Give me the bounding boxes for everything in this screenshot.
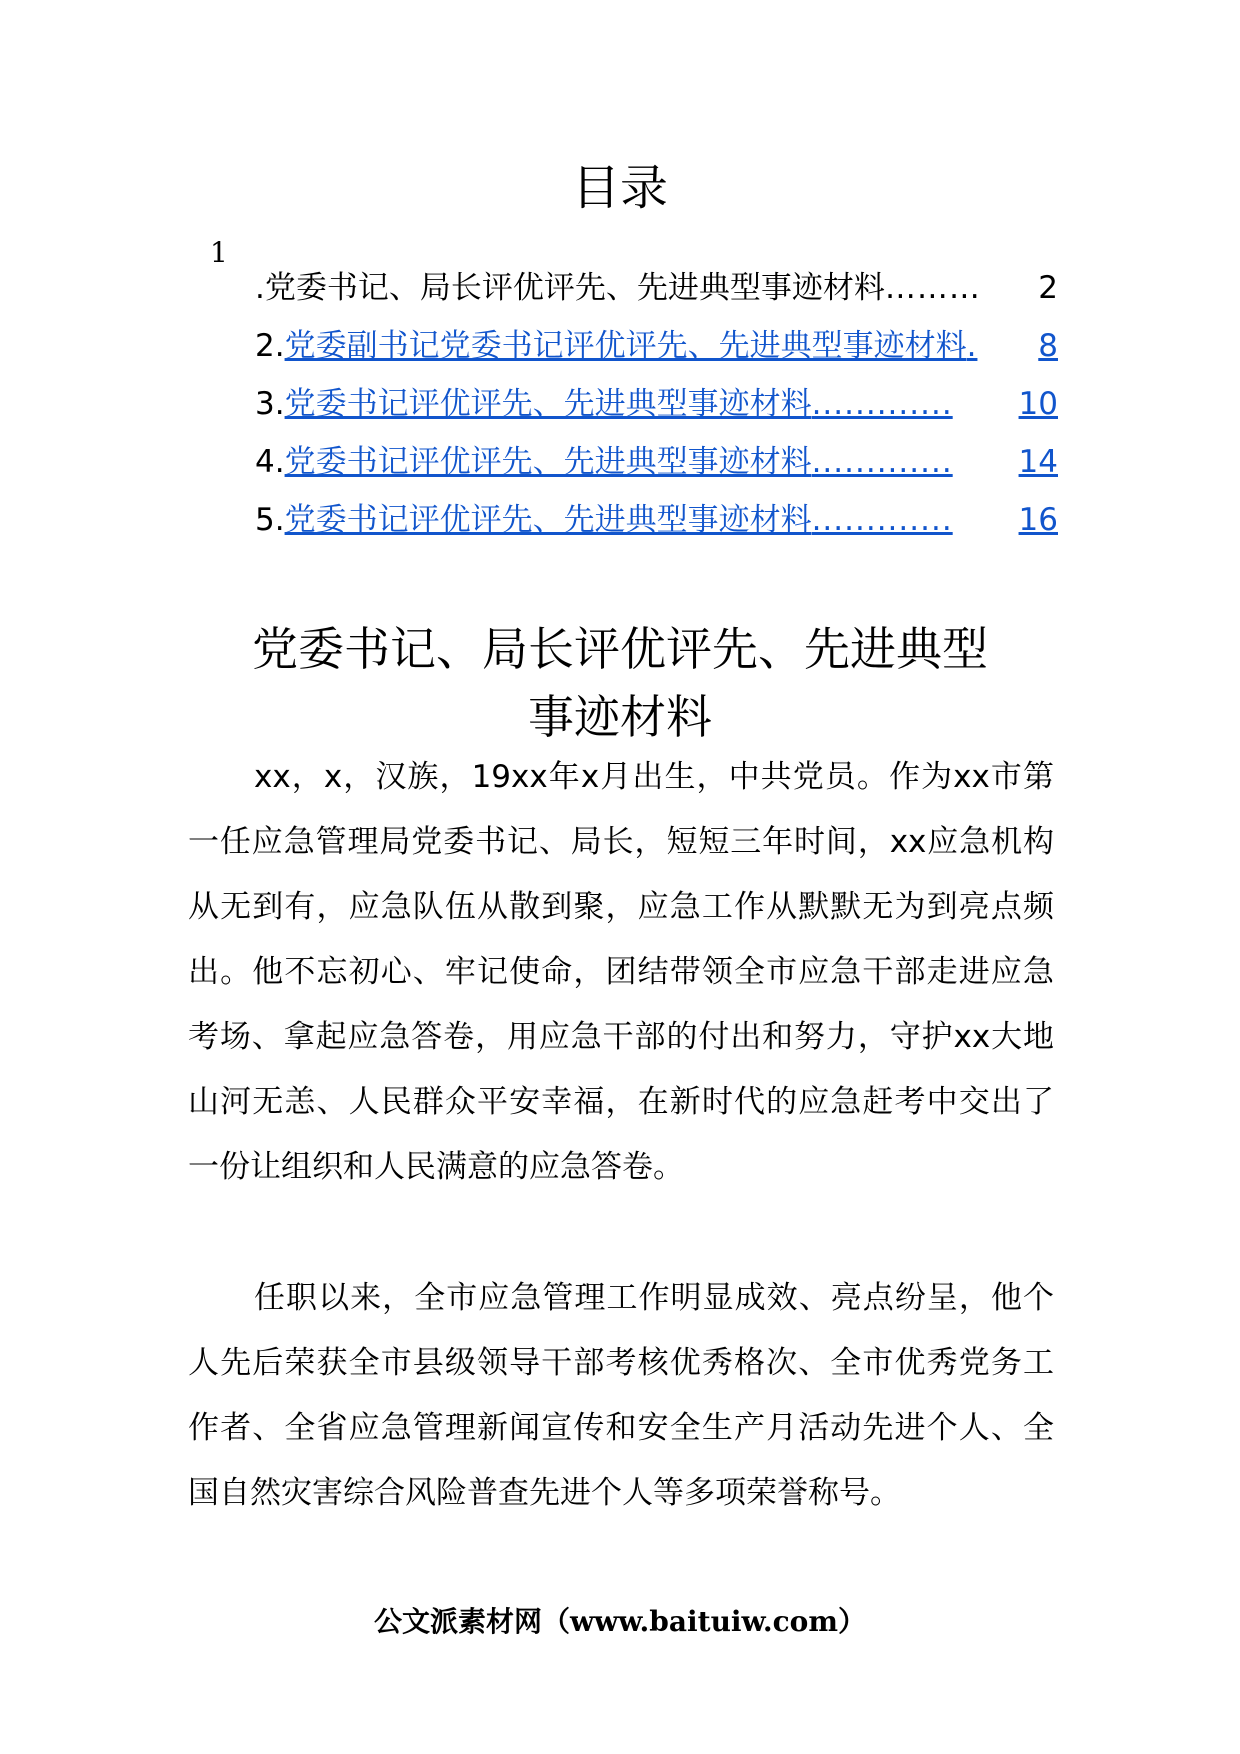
toc-entry-leader[interactable]: ............. bbox=[811, 444, 953, 480]
toc-entry-5[interactable] bbox=[255, 500, 1058, 540]
toc-entry-link[interactable]: 党委书记评优评先、先进典型事迹材料 bbox=[284, 502, 812, 538]
toc-entry-number: . bbox=[255, 270, 265, 306]
toc-entry-leader[interactable]: . bbox=[966, 328, 978, 364]
toc-entry-3[interactable] bbox=[255, 384, 1058, 424]
toc-entry-page[interactable]: 16 bbox=[1018, 502, 1058, 538]
document-title-line-2: 事迹材料 bbox=[528, 690, 712, 744]
toc-entry-page[interactable]: 14 bbox=[1018, 444, 1058, 480]
toc-entry-2[interactable] bbox=[255, 326, 1058, 366]
body-paragraph-1: xx，x，汉族，19xx年x月出生，中共党员。作为xx市第一任应急管理局党委书记、局长，短短三年时间，xx应急机构从无到有，应急队伍从散到聚，应急工作从默默无为到亮点频出。他不忘初心、牢记使命，团结带领全市应急干部走进应急考场、拿起应急答卷，用应急干部的付出和努力，守护xx大地山河无恙、人民群众平安幸福，在新时代的应急赶考中交出了一份让组织和人民满意的应急答卷。 bbox=[188, 759, 1054, 1185]
toc-entry-number: 4. bbox=[255, 444, 285, 480]
toc-entry-leader[interactable]: ............. bbox=[811, 386, 953, 422]
toc-entry-leader[interactable]: ............. bbox=[811, 502, 953, 538]
toc-entry-1 bbox=[255, 268, 1058, 308]
toc-entry-number: 5. bbox=[255, 502, 285, 538]
document-title-line-1: 党委书记、局长评优评先、先进典型 bbox=[252, 622, 988, 676]
toc-marker: 1 bbox=[210, 236, 228, 269]
toc-entry-number: 3. bbox=[255, 386, 285, 422]
toc-title: 目录 bbox=[571, 160, 668, 216]
footer-source: 公文派素材网（www.baituiw.com） bbox=[374, 1605, 866, 1638]
toc-entry-text: 党委书记、局长评优评先、先进典型事迹材料 bbox=[264, 270, 885, 306]
toc-entry-link[interactable]: 党委书记评优评先、先进典型事迹材料 bbox=[284, 444, 812, 480]
document-title bbox=[0, 615, 1240, 751]
toc-entry-4[interactable] bbox=[255, 442, 1058, 482]
toc-entry-link[interactable]: 党委书记评优评先、先进典型事迹材料 bbox=[284, 386, 812, 422]
toc-entry-number: 2. bbox=[255, 328, 285, 364]
toc-entry-page: 2 bbox=[1038, 270, 1058, 306]
toc-entry-leader: ……… bbox=[884, 270, 981, 306]
toc-entry-page[interactable]: 8 bbox=[1038, 328, 1058, 364]
toc-entry-page[interactable]: 10 bbox=[1018, 386, 1058, 422]
toc-entry-link[interactable]: 党委副书记党委书记评优评先、先进典型事迹材料 bbox=[284, 328, 967, 364]
body-paragraph-2: 任职以来，全市应急管理工作明显成效、亮点纷呈，他个人先后荣获全市县级领导干部考核优秀格次、全市优秀党务工作者、全省应急管理新闻宣传和安全生产月活动先进个人、全国自然灾害综合风险普查先进个人等多项荣誉称号。 bbox=[188, 1280, 1054, 1511]
